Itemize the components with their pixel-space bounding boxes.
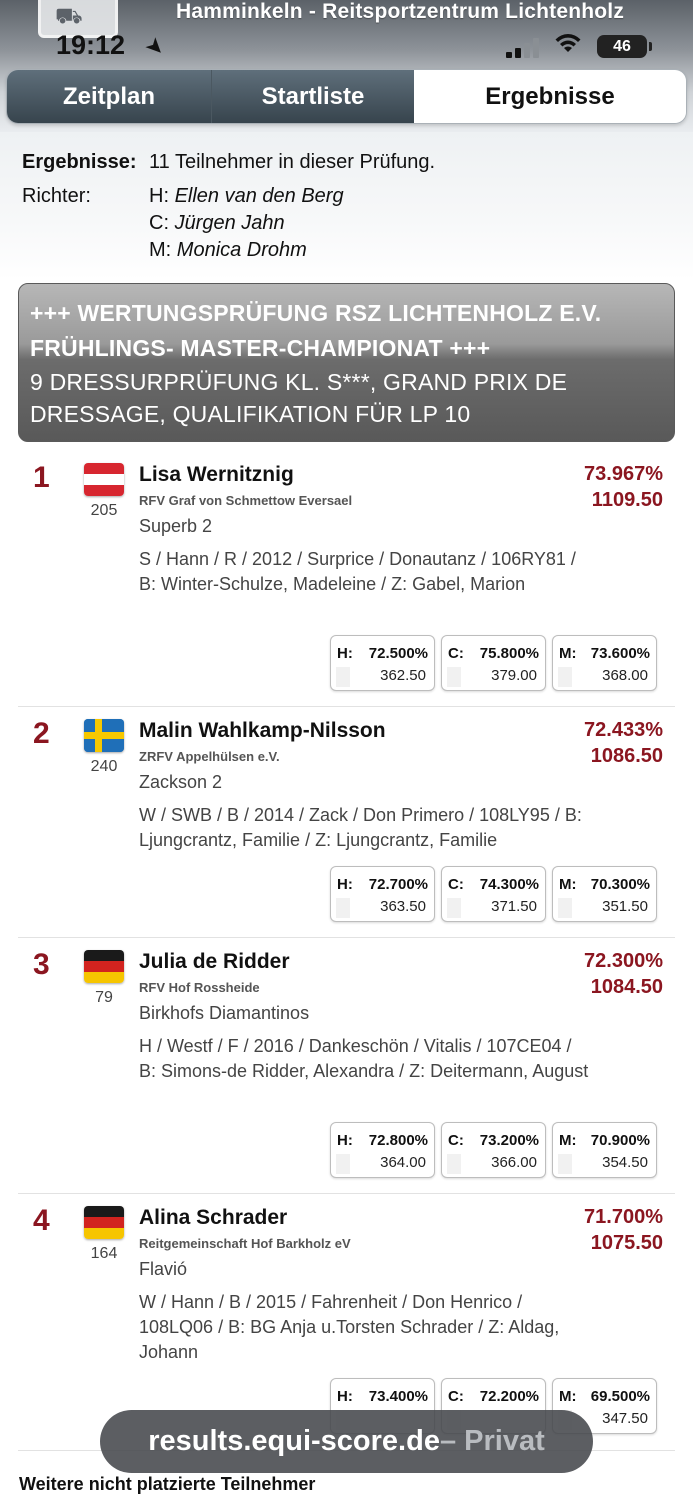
total-percent: 73.967% bbox=[584, 463, 663, 485]
score-c: C: 75.800% 379.00 bbox=[441, 635, 546, 691]
horse-details: S / Hann / R / 2012 / Surprice / Donautanz / 106RY81 / B: Winter-Schulze, Madeleine / Z: Gabel, Marion bbox=[139, 549, 576, 594]
judge-scores bbox=[330, 866, 657, 922]
judge-scores bbox=[330, 635, 657, 691]
competition-header bbox=[18, 283, 675, 442]
rider-name[interactable]: Lisa Wernitznig bbox=[139, 463, 294, 486]
flag-sweden-icon bbox=[84, 719, 124, 752]
score-h: H: 72.800% 364.00 bbox=[330, 1122, 435, 1178]
rank: 2 bbox=[33, 717, 50, 750]
horse-name: Superb 2 bbox=[139, 516, 213, 536]
score-c: C: 72.200% bbox=[441, 1378, 546, 1434]
score-h: H: 72.500% 362.50 bbox=[330, 635, 435, 691]
start-number: 79 bbox=[95, 989, 113, 1006]
divider bbox=[18, 1193, 675, 1194]
tab-ergebnisse[interactable]: Ergebnisse bbox=[414, 70, 686, 123]
total-percent: 72.300% bbox=[584, 950, 663, 972]
logo-icon: ⛟ bbox=[38, 0, 118, 38]
event-title: Hamminkeln - Reitsportzentrum Lichtenholz bbox=[175, 0, 625, 23]
status-time: 19:12 bbox=[56, 30, 126, 60]
tab-zeitplan[interactable]: Zeitplan bbox=[7, 70, 211, 123]
wifi-icon bbox=[553, 28, 583, 62]
club-name: ZRFV Appelhülsen e.V. bbox=[139, 749, 280, 764]
results-label: Ergebnisse: bbox=[22, 151, 137, 173]
rider-name[interactable]: Julia de Ridder bbox=[139, 950, 290, 973]
total-points: 1109.50 bbox=[591, 489, 663, 511]
top-bar bbox=[0, 0, 693, 132]
start-number: 240 bbox=[90, 758, 118, 775]
judges-label: Richter: bbox=[22, 185, 91, 207]
results-count: 11 Teilnehmer in dieser Prüfung. bbox=[149, 151, 436, 173]
start-number: 205 bbox=[90, 502, 118, 519]
location-arrow-icon: ➤ bbox=[140, 31, 171, 63]
horse-name: Zackson 2 bbox=[139, 772, 223, 792]
rider-name[interactable]: Alina Schrader bbox=[139, 1206, 288, 1229]
tab-bar bbox=[6, 69, 687, 124]
total-points: 1075.50 bbox=[590, 1232, 663, 1254]
url-domain: results.equi-score.de bbox=[148, 1425, 440, 1457]
horse-name: Flavió bbox=[139, 1259, 188, 1279]
signal-icon bbox=[506, 38, 542, 58]
total-points: 1086.50 bbox=[590, 745, 663, 767]
score-m: M: 73.600% 368.00 bbox=[552, 635, 657, 691]
judge-scores bbox=[330, 1122, 657, 1178]
score-m: M: 70.300% 351.50 bbox=[552, 866, 657, 922]
start-number: 164 bbox=[90, 1245, 118, 1262]
total-percent: 71.700% bbox=[584, 1206, 663, 1228]
rank: 4 bbox=[33, 1204, 50, 1237]
flag-germany-icon bbox=[84, 1206, 124, 1239]
rank: 1 bbox=[33, 461, 50, 494]
judge-h: H: Ellen van den Berg bbox=[149, 185, 344, 207]
score-m: M: 70.900% 354.50 bbox=[552, 1122, 657, 1178]
competition-line-4: DRESSAGE, QUALIFIKATION FÜR LP 10 bbox=[30, 401, 471, 427]
competition-line-3: 9 DRESSURPRÜFUNG KL. S***, GRAND PRIX DE bbox=[30, 369, 568, 395]
horse-details: W / SWB / B / 2014 / Zack / Don Primero / 108LY95 / B: Ljungcrantz, Familie / Z: Ljungcrantz, Familie bbox=[139, 805, 582, 850]
divider bbox=[18, 937, 675, 938]
horse-name: Birkhofs Diamantinos bbox=[139, 1003, 310, 1023]
divider bbox=[18, 706, 675, 707]
tab-startliste[interactable]: Startliste bbox=[211, 70, 414, 123]
rider-name[interactable]: Malin Wahlkamp-Nilsson bbox=[139, 719, 386, 742]
club-name: RFV Hof Rossheide bbox=[139, 980, 260, 995]
club-name: Reitgemeinschaft Hof Barkholz eV bbox=[139, 1236, 351, 1251]
url-bar[interactable] bbox=[100, 1410, 593, 1473]
club-name: RFV Graf von Schmettow Eversael bbox=[139, 493, 353, 508]
flag-austria-icon bbox=[84, 463, 124, 496]
private-mode-label: – Privat bbox=[439, 1425, 545, 1457]
flag-germany-icon bbox=[84, 950, 124, 983]
horse-details: W / Hann / B / 2015 / Fahrenheit / Don Henrico / 108LQ06 / B: BG Anja u.Torsten Schrader / Z: Aldag, Johann bbox=[139, 1292, 560, 1362]
score-h: H: 72.700% 363.50 bbox=[330, 866, 435, 922]
competition-line-1: +++ WERTUNGSPRÜFUNG RSZ LICHTENHOLZ E.V. bbox=[30, 300, 602, 326]
horse-details: H / Westf / F / 2016 / Dankeschön / Vitalis / 107CE04 / B: Simons-de Ridder, Alexandra / Z: Deitermann, August bbox=[139, 1036, 589, 1081]
score-h: H: 73.400% bbox=[330, 1378, 435, 1434]
score-c: C: 73.200% 366.00 bbox=[441, 1122, 546, 1178]
competition-line-2: FRÜHLINGS- MASTER-CHAMPIONAT +++ bbox=[30, 335, 491, 361]
score-m: M: 69.500% 347.50 bbox=[552, 1378, 657, 1434]
battery-icon: 46 bbox=[597, 35, 647, 58]
score-c: C: 74.300% 371.50 bbox=[441, 866, 546, 922]
rank: 3 bbox=[33, 948, 50, 981]
total-percent: 72.433% bbox=[584, 719, 663, 741]
total-points: 1084.50 bbox=[590, 976, 663, 998]
judge-c: C: Jürgen Jahn bbox=[149, 212, 285, 234]
judge-m: M: Monica Drohm bbox=[149, 239, 307, 261]
results-info bbox=[0, 132, 693, 280]
further-participants-heading: Weitere nicht platzierte Teilnehmer bbox=[19, 1474, 316, 1494]
